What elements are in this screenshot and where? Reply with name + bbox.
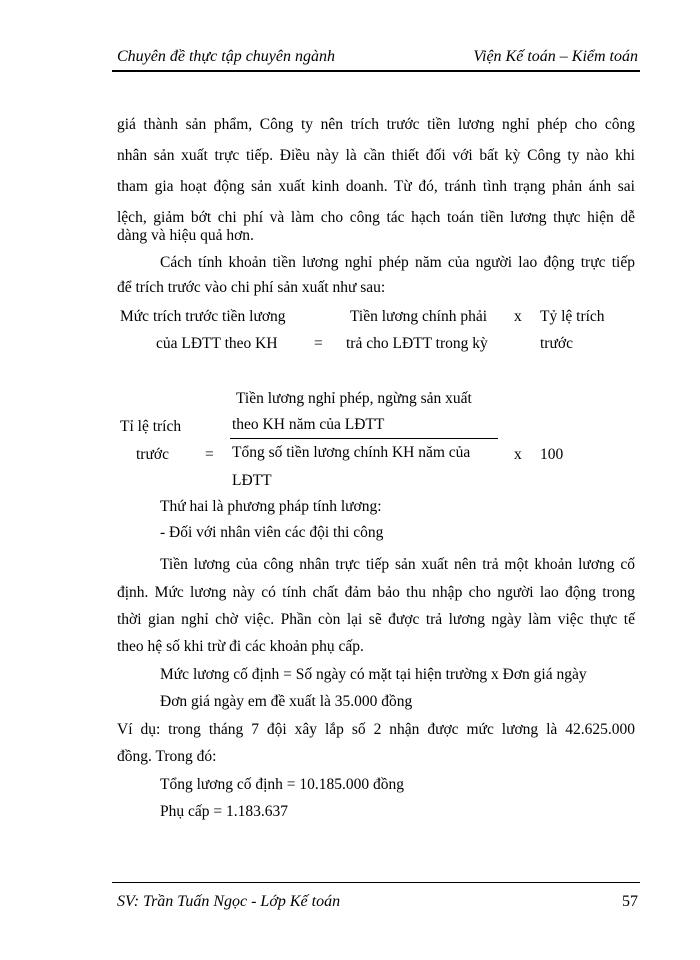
header-left: Chuyên đề thực tập chuyên ngành xyxy=(117,48,335,65)
formula1-equals: = xyxy=(314,335,323,352)
formula1-left-line1: Mức trích trước tiền lương xyxy=(120,308,286,325)
paragraph-line: thời gian nghỉ chờ việc. Phần còn lại sẽ được trả lương ngày làm việc thực tế xyxy=(117,611,635,628)
paragraph-line: định. Mức lương này có tính chất đảm bảo thu nhập cho người lao động trong xyxy=(117,584,635,601)
example-line: đồng. Trong đó: xyxy=(117,748,217,765)
total-fixed-line: Tổng lương cố định = 10.185.000 đồng xyxy=(160,776,405,793)
paragraph-line: giá thành sản phẩm, Công ty nên trích trước tiền lương nghỉ phép cho công xyxy=(117,116,635,133)
paragraph-line: Tiền lương của công nhân trực tiếp sản xuất nên trả một khoản lương cố xyxy=(160,556,635,573)
example-line: Ví dụ: trong tháng 7 đội xây lắp số 2 nhận được mức lương là 42.625.000 xyxy=(117,721,635,738)
paragraph-line: Cách tính khoản tiền lương nghỉ phép năm của người lao động trực tiếp xyxy=(160,254,635,271)
formula1-mid-line1: Tiền lương chính phải xyxy=(350,308,488,325)
formula2-numerator-line2: theo KH năm của LĐTT xyxy=(232,416,385,433)
formula2-left-line1: Tỉ lệ trích xyxy=(120,418,182,435)
paragraph-line: nhân sản xuất trực tiếp. Điều này là cần thiết đối với bất kỳ Công ty nào khi xyxy=(117,147,635,164)
header-right: Viện Kế toán – Kiểm toán xyxy=(473,48,638,65)
paragraph-line: dàng và hiệu quả hơn. xyxy=(117,227,254,244)
page-number: 57 xyxy=(622,893,638,910)
fraction-bar xyxy=(230,438,498,439)
formula2-denominator-line1: Tổng số tiền lương chính KH năm của xyxy=(232,444,471,461)
fixed-salary-formula: Mức lương cố định = Số ngày có mặt tại hiện trường x Đơn giá ngày xyxy=(160,666,587,683)
second-method-line: Thứ hai là phương pháp tính lương: xyxy=(160,498,382,515)
formula2-numerator-line1: Tiền lương nghỉ phép, ngừng sản xuất xyxy=(236,390,472,407)
header-rule xyxy=(112,70,640,72)
formula2-times: x xyxy=(514,446,522,463)
formula2-left-line2: trước xyxy=(136,446,169,463)
unit-price-line: Đơn giá ngày em đề xuất là 35.000 đồng xyxy=(160,693,413,710)
allowance-line: Phụ cấp = 1.183.637 xyxy=(160,803,288,820)
formula1-mid-line2: trả cho LĐTT trong kỳ xyxy=(346,335,488,352)
formula2-equals: = xyxy=(205,446,214,463)
paragraph-line: lệch, giảm bớt chi phí và làm cho công tác hạch toán tiền lương thực hiện dễ xyxy=(117,209,635,226)
formula1-right-line2: trước xyxy=(540,335,573,352)
paragraph-line: theo hệ số khi trừ đi các khoản phụ cấp. xyxy=(117,638,364,655)
bullet-line: - Đối với nhân viên các đội thi công xyxy=(160,524,384,541)
formula1-times: x xyxy=(514,308,522,325)
formula1-left-line2: của LĐTT theo KH xyxy=(156,335,278,352)
paragraph-line: để trích trước vào chi phí sản xuất như sau: xyxy=(117,279,386,296)
footer-left: SV: Trần Tuấn Ngọc - Lớp Kế toán xyxy=(117,893,341,910)
footer-rule xyxy=(112,882,640,883)
formula1-right-line1: Tỷ lệ trích xyxy=(540,308,605,325)
formula2-denominator-line2: LĐTT xyxy=(232,472,272,489)
paragraph-line: tham gia hoạt động sản xuất kinh doanh. Từ đó, tránh tình trạng phản ánh sai xyxy=(117,178,635,195)
formula2-factor: 100 xyxy=(540,446,564,463)
